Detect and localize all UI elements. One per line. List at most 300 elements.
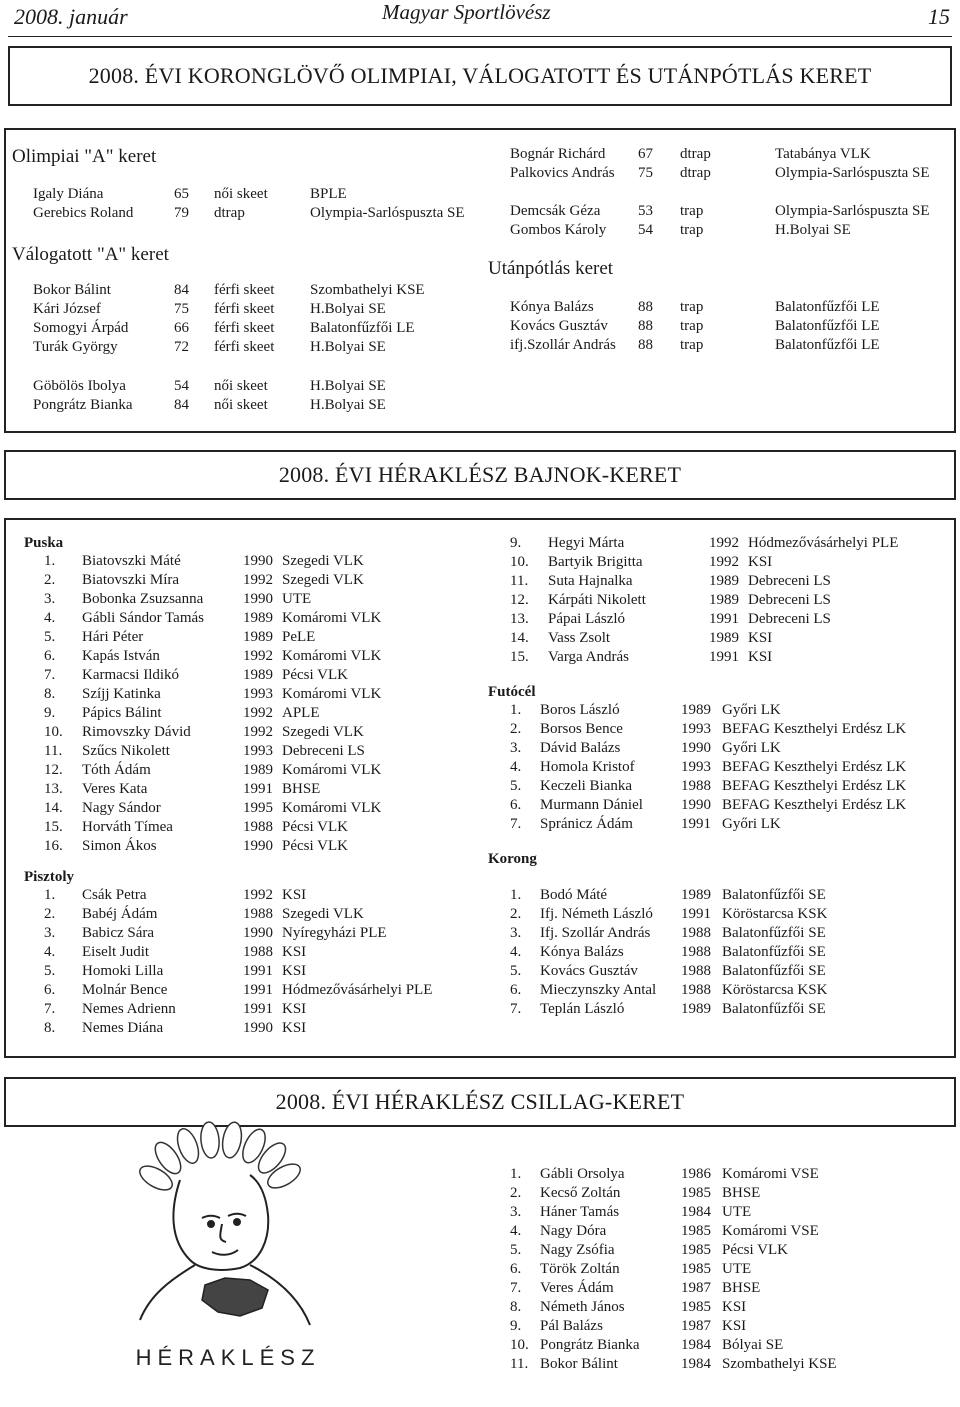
cell-col-d: Győri LK: [722, 740, 781, 756]
cell-col-a: 2.: [510, 906, 522, 922]
cell-col-d: Pécsi VLK: [282, 667, 348, 683]
cell-col-c: 1991: [243, 1001, 273, 1017]
cell-col-c: 1992: [709, 554, 739, 570]
cell-col-a: 7.: [44, 1001, 56, 1017]
cell-col-c: trap: [680, 203, 704, 219]
cell-col-b: Hári Péter: [82, 629, 144, 645]
cell-col-c: 1992: [243, 648, 273, 664]
cell-col-d: PeLE: [282, 629, 316, 645]
cell-col-c: 1989: [243, 610, 273, 626]
cell-col-b: Teplán László: [540, 1001, 625, 1017]
valogatott-title: Válogatott "A" keret: [12, 244, 169, 265]
cell-col-a: 6.: [510, 797, 522, 813]
cell-col-b: 84: [174, 282, 189, 298]
cell-col-a: 9.: [44, 705, 56, 721]
hungary-map-icon: [202, 1278, 268, 1316]
cell-col-b: Veres Ádám: [540, 1280, 614, 1296]
page-header: [0, 0, 960, 34]
cell-col-b: Horváth Tímea: [82, 819, 173, 835]
cell-col-b: Kónya Balázs: [540, 944, 624, 960]
cell-col-b: Ifj. Szollár András: [540, 925, 651, 941]
cell-col-b: Nemes Adrienn: [82, 1001, 176, 1017]
cell-col-d: BEFAG Keszthelyi Erdész LK: [722, 759, 907, 775]
cell-col-b: 72: [174, 339, 189, 355]
cell-col-a: 11.: [510, 573, 529, 589]
cell-col-b: Mieczynszky Antal: [540, 982, 657, 998]
cell-col-b: Pápics Bálint: [82, 705, 162, 721]
cell-col-a: 13.: [44, 781, 63, 797]
cell-col-b: Csák Petra: [82, 887, 147, 903]
section2-title: 2008. ÉVI HÉRAKLÉSZ BAJNOK-KERET: [278, 462, 682, 487]
cell-col-c: 1988: [243, 819, 273, 835]
cell-col-b: Gábli Sándor Tamás: [82, 610, 204, 626]
cell-col-c: 1992: [243, 724, 273, 740]
cell-col-c: 1990: [243, 553, 273, 569]
cell-col-d: Debreceni LS: [748, 573, 831, 589]
cell-col-d: UTE: [722, 1204, 752, 1220]
cell-col-a: 5.: [44, 629, 56, 645]
cell-col-c: dtrap: [214, 205, 245, 221]
cell-col-a: 6.: [44, 982, 56, 998]
cell-col-c: 1991: [243, 963, 273, 979]
cell-col-a: 1.: [44, 887, 56, 903]
cell-col-d: H.Bolyai SE: [310, 301, 386, 317]
cell-col-d: Pécsi VLK: [722, 1242, 788, 1258]
cell-col-b: Németh János: [540, 1299, 625, 1315]
cell-col-a: 10.: [510, 554, 529, 570]
cell-col-c: férfi skeet: [214, 320, 275, 336]
cell-col-d: Komáromi VSE: [722, 1166, 819, 1182]
cell-col-d: Debreceni LS: [748, 592, 831, 608]
cell-col-a: 11.: [510, 1356, 529, 1372]
cell-col-b: Kovács Gusztáv: [540, 963, 638, 979]
cell-col-a: 5.: [510, 778, 522, 794]
cell-col-a: 4.: [510, 1223, 522, 1239]
cell-col-d: Balatonfűzfői LE: [775, 318, 880, 334]
cell-col-a: Kónya Balázs: [510, 299, 594, 315]
cell-col-c: 1990: [681, 797, 711, 813]
cell-col-c: 1988: [681, 778, 711, 794]
cell-col-b: Ifj. Németh László: [540, 906, 653, 922]
cell-col-c: 1984: [681, 1204, 711, 1220]
cell-col-b: 65: [174, 186, 189, 202]
cell-col-c: férfi skeet: [214, 282, 275, 298]
cell-col-a: 5.: [44, 963, 56, 979]
cell-col-a: 3.: [44, 925, 56, 941]
cell-col-c: 1985: [681, 1223, 711, 1239]
cell-col-c: 1992: [243, 705, 273, 721]
cell-col-c: 1988: [243, 944, 273, 960]
cell-col-d: Hódmezővásárhelyi PLE: [748, 535, 899, 551]
cell-col-b: Molnár Bence: [82, 982, 168, 998]
cell-col-b: Szíjj Katinka: [82, 686, 161, 702]
cell-col-c: 1985: [681, 1299, 711, 1315]
cell-col-b: Murmann Dániel: [540, 797, 643, 813]
cell-col-a: 13.: [510, 611, 529, 627]
cell-col-d: H.Bolyai SE: [310, 378, 386, 394]
cell-col-d: KSI: [748, 554, 773, 570]
cell-col-a: 12.: [44, 762, 63, 778]
cell-col-c: 1992: [243, 887, 273, 903]
cell-col-a: 2.: [44, 906, 56, 922]
cell-col-c: 1989: [709, 573, 739, 589]
cell-col-c: 1993: [681, 721, 711, 737]
cell-col-a: 15.: [44, 819, 63, 835]
cell-col-c: trap: [680, 222, 704, 238]
cell-col-a: 1.: [44, 553, 56, 569]
cell-col-d: KSI: [282, 887, 307, 903]
cell-col-c: 1985: [681, 1242, 711, 1258]
cell-col-d: Bólyai SE: [722, 1337, 784, 1353]
cell-col-b: Biatovszki Máté: [82, 553, 181, 569]
cell-col-d: Olympia-Sarlóspuszta SE: [775, 165, 930, 181]
cell-col-a: 9.: [510, 535, 522, 551]
cell-col-c: 1990: [243, 925, 273, 941]
cell-col-d: Tatabánya VLK: [775, 146, 871, 162]
cell-col-b: 67: [638, 146, 653, 162]
cell-col-c: trap: [680, 318, 704, 334]
logo-text: HÉRAKLÉSZ: [135, 1345, 321, 1370]
cell-col-c: 1984: [681, 1356, 711, 1372]
cell-col-b: 75: [638, 165, 653, 181]
cell-col-a: 15.: [510, 649, 529, 665]
cell-col-b: Nemes Diána: [82, 1020, 164, 1036]
cell-col-b: Dávid Balázs: [540, 740, 621, 756]
cell-col-b: Eiselt Judit: [82, 944, 150, 960]
cell-col-d: Komáromi VLK: [282, 800, 382, 816]
cell-col-b: Rimovszky Dávid: [82, 724, 191, 740]
page-number: 15: [928, 4, 950, 29]
cell-col-b: Homoki Lilla: [82, 963, 164, 979]
cell-col-c: 1989: [243, 667, 273, 683]
cell-col-a: Somogyi Árpád: [33, 320, 129, 336]
cell-col-c: 1993: [243, 743, 273, 759]
cell-col-d: Szegedi VLK: [282, 724, 364, 740]
cell-col-b: 88: [638, 299, 653, 315]
cell-col-d: KSI: [282, 944, 307, 960]
cell-col-a: Kovács Gusztáv: [510, 318, 608, 334]
cell-col-d: Balatonfűzfői LE: [775, 337, 880, 353]
cell-col-a: 10.: [510, 1337, 529, 1353]
cell-col-a: 11.: [44, 743, 63, 759]
cell-col-c: 1990: [243, 1020, 273, 1036]
cell-col-d: BHSE: [722, 1280, 761, 1296]
cell-col-b: 84: [174, 397, 189, 413]
cell-col-c: női skeet: [214, 397, 268, 413]
utanpotlas-title: Utánpótlás keret: [488, 258, 614, 279]
cell-col-a: 9.: [510, 1318, 522, 1334]
cell-col-b: Kecső Zoltán: [540, 1185, 621, 1201]
cell-col-d: Szegedi VLK: [282, 553, 364, 569]
cell-col-b: 66: [174, 320, 189, 336]
cell-col-d: Szegedi VLK: [282, 906, 364, 922]
cell-col-b: Simon Ákos: [82, 838, 157, 854]
cell-col-a: Bokor Bálint: [33, 282, 111, 298]
cell-col-d: Komáromi VLK: [282, 648, 382, 664]
cell-col-c: 1988: [681, 925, 711, 941]
cell-col-b: Bokor Bálint: [540, 1356, 618, 1372]
cell-col-d: Balatonfűzfői SE: [722, 925, 826, 941]
cell-col-b: 53: [638, 203, 653, 219]
cell-col-b: Babéj Ádám: [82, 906, 158, 922]
header-rule: [8, 36, 952, 37]
cell-col-d: H.Bolyai SE: [310, 397, 386, 413]
cell-col-c: 1990: [681, 740, 711, 756]
cell-col-b: 75: [174, 301, 189, 317]
cell-col-d: Szegedi VLK: [282, 572, 364, 588]
cell-col-a: 4.: [510, 759, 522, 775]
cell-col-c: 1995: [243, 800, 273, 816]
cell-col-c: 1991: [709, 649, 739, 665]
cell-col-d: Győri LK: [722, 702, 781, 718]
cell-col-c: dtrap: [680, 146, 711, 162]
cell-col-b: Tóth Ádám: [82, 762, 151, 778]
cell-col-a: 1.: [510, 1166, 522, 1182]
cell-col-b: Veres Kata: [82, 781, 148, 797]
cell-col-d: APLE: [282, 705, 320, 721]
section2-title-box: [4, 450, 956, 500]
cell-col-d: BEFAG Keszthelyi Erdész LK: [722, 778, 907, 794]
cell-col-a: 1.: [510, 702, 522, 718]
cell-col-a: 7.: [510, 1001, 522, 1017]
cell-col-d: BHSE: [282, 781, 321, 797]
cell-col-b: Bodó Máté: [540, 887, 608, 903]
cell-col-a: 2.: [510, 721, 522, 737]
cell-col-d: Győri LK: [722, 816, 781, 832]
cell-col-a: 3.: [44, 591, 56, 607]
cell-col-d: Komáromi VSE: [722, 1223, 819, 1239]
cell-col-d: Pécsi VLK: [282, 819, 348, 835]
cell-col-c: 1991: [681, 906, 711, 922]
cell-col-d: Balatonfűzfői SE: [722, 887, 826, 903]
cell-col-d: H.Bolyai SE: [310, 339, 386, 355]
cell-col-c: 1984: [681, 1337, 711, 1353]
cell-col-a: 12.: [510, 592, 529, 608]
cell-col-b: Varga András: [548, 649, 629, 665]
cell-col-c: női skeet: [214, 378, 268, 394]
cell-col-b: 79: [174, 205, 189, 221]
cell-col-c: 1988: [243, 906, 273, 922]
cell-col-c: 1989: [709, 630, 739, 646]
korong-label: Korong: [488, 851, 537, 867]
section1-title-box: [8, 46, 952, 106]
cell-col-a: Kári József: [33, 301, 101, 317]
cell-col-d: Olympia-Sarlóspuszta SE: [310, 205, 465, 221]
laurel-wreath-icon: [136, 1121, 304, 1195]
cell-col-a: 6.: [510, 1261, 522, 1277]
cell-col-b: Gábli Orsolya: [540, 1166, 625, 1182]
cell-col-b: Pál Balázs: [540, 1318, 603, 1334]
cell-col-c: 1991: [243, 781, 273, 797]
futocel-label: Futócél: [488, 684, 536, 700]
cell-col-c: 1986: [681, 1166, 711, 1182]
cell-col-a: 7.: [510, 816, 522, 832]
cell-col-d: Komáromi VLK: [282, 762, 382, 778]
cell-col-b: Boros László: [540, 702, 620, 718]
cell-col-c: 1993: [243, 686, 273, 702]
cell-col-c: 1988: [681, 944, 711, 960]
cell-col-d: Olympia-Sarlóspuszta SE: [775, 203, 930, 219]
cell-col-a: Gerebics Roland: [33, 205, 134, 221]
cell-col-a: Göbölös Ibolya: [33, 378, 126, 394]
cell-col-b: Nagy Dóra: [540, 1223, 607, 1239]
cell-col-c: 1988: [681, 982, 711, 998]
cell-col-a: 5.: [510, 963, 522, 979]
cell-col-d: Debreceni LS: [282, 743, 365, 759]
cell-col-b: Nagy Zsófia: [540, 1242, 615, 1258]
magazine-title: Magyar Sportlövész: [382, 0, 551, 24]
cell-col-d: Köröstarcsa KSK: [722, 982, 828, 998]
cell-col-d: KSI: [282, 963, 307, 979]
puska-label: Puska: [24, 535, 64, 551]
cell-col-d: UTE: [722, 1261, 752, 1277]
section3-title: 2008. ÉVI HÉRAKLÉSZ CSILLAG-KERET: [275, 1089, 685, 1114]
cell-col-b: Háner Tamás: [540, 1204, 620, 1220]
cell-col-a: 14.: [44, 800, 63, 816]
cell-col-b: Borsos Bence: [540, 721, 623, 737]
cell-col-c: 1985: [681, 1261, 711, 1277]
cell-col-d: KSI: [722, 1299, 747, 1315]
cell-col-d: KSI: [722, 1318, 747, 1334]
cell-col-b: Homola Kristof: [540, 759, 635, 775]
cell-col-c: 1987: [681, 1318, 711, 1334]
cell-col-c: 1988: [681, 963, 711, 979]
cell-col-a: 14.: [510, 630, 529, 646]
cell-col-c: 1992: [709, 535, 739, 551]
cell-col-b: Pongrátz Bianka: [540, 1337, 640, 1353]
cell-col-a: 4.: [510, 944, 522, 960]
cell-col-d: Pécsi VLK: [282, 838, 348, 854]
cell-col-a: 8.: [510, 1299, 522, 1315]
cell-col-c: 1989: [681, 887, 711, 903]
cell-col-a: Pongrátz Bianka: [33, 397, 133, 413]
cell-col-a: 8.: [44, 686, 56, 702]
cell-col-a: 1.: [510, 887, 522, 903]
cell-col-d: Hódmezővásárhelyi PLE: [282, 982, 433, 998]
cell-col-a: Bognár Richárd: [510, 146, 606, 162]
cell-col-d: Szombathelyi KSE: [310, 282, 425, 298]
cell-col-b: 54: [638, 222, 653, 238]
cell-col-c: 1989: [243, 762, 273, 778]
cell-col-b: Spránicz Ádám: [540, 816, 633, 832]
cell-col-d: Komáromi VLK: [282, 610, 382, 626]
cell-col-d: KSI: [282, 1020, 307, 1036]
cell-col-b: Hegyi Márta: [548, 535, 625, 551]
cell-col-d: KSI: [282, 1001, 307, 1017]
cell-col-d: Debreceni LS: [748, 611, 831, 627]
cell-col-a: 7.: [510, 1280, 522, 1296]
cell-col-b: Kapás István: [82, 648, 160, 664]
cell-col-d: Köröstarcsa KSK: [722, 906, 828, 922]
cell-col-c: 1989: [243, 629, 273, 645]
cell-col-d: Nyíregyházi PLE: [282, 925, 387, 941]
cell-col-b: Karmacsi Ildikó: [82, 667, 180, 683]
cell-col-a: ifj.Szollár András: [510, 337, 616, 353]
cell-col-b: 88: [638, 318, 653, 334]
cell-col-d: KSI: [748, 649, 773, 665]
cell-col-a: 16.: [44, 838, 63, 854]
cell-col-d: Balatonfűzfői LE: [775, 299, 880, 315]
cell-col-a: Palkovics András: [510, 165, 615, 181]
cell-col-a: Demcsák Géza: [510, 203, 601, 219]
cell-col-d: BEFAG Keszthelyi Erdész LK: [722, 721, 907, 737]
cell-col-b: Szűcs Nikolett: [82, 743, 170, 759]
cell-col-c: 1992: [243, 572, 273, 588]
cell-col-b: Pápai László: [548, 611, 626, 627]
cell-col-a: 3.: [510, 1204, 522, 1220]
cell-col-c: férfi skeet: [214, 339, 275, 355]
cell-col-d: KSI: [748, 630, 773, 646]
pisztoly-label: Pisztoly: [24, 869, 74, 885]
cell-col-a: 6.: [44, 648, 56, 664]
cell-col-b: Bobonka Zsuzsanna: [82, 591, 204, 607]
cell-col-d: Balatonfűzfői SE: [722, 944, 826, 960]
issue-date: 2008. január: [14, 4, 128, 29]
cell-col-c: 1991: [243, 982, 273, 998]
cell-col-c: 1985: [681, 1185, 711, 1201]
cell-col-a: 4.: [44, 944, 56, 960]
cell-col-a: Turák György: [33, 339, 118, 355]
cell-col-a: 5.: [510, 1242, 522, 1258]
cell-col-a: 10.: [44, 724, 63, 740]
cell-col-c: 1989: [681, 702, 711, 718]
cell-col-c: 1989: [681, 1001, 711, 1017]
cell-col-a: 8.: [44, 1020, 56, 1036]
cell-col-c: 1990: [243, 591, 273, 607]
cell-col-a: 3.: [510, 925, 522, 941]
cell-col-c: 1987: [681, 1280, 711, 1296]
cell-col-c: trap: [680, 337, 704, 353]
cell-col-a: 7.: [44, 667, 56, 683]
cell-col-a: 3.: [510, 740, 522, 756]
cell-col-d: BEFAG Keszthelyi Erdész LK: [722, 797, 907, 813]
cell-col-c: női skeet: [214, 186, 268, 202]
cell-col-b: Babicz Sára: [82, 925, 155, 941]
cell-col-d: BHSE: [722, 1185, 761, 1201]
cell-col-c: 1991: [681, 816, 711, 832]
cell-col-b: Bartyik Brigitta: [548, 554, 643, 570]
cell-col-d: Balatonfűzfői SE: [722, 1001, 826, 1017]
olimpiai-title: Olimpiai "A" keret: [12, 146, 157, 167]
cell-col-d: Balatonfűzfői LE: [310, 320, 415, 336]
section1-title: 2008. ÉVI KORONGLÖVŐ OLIMPIAI, VÁLOGATOTT ÉS UTÁNPÓTLÁS KERET: [88, 63, 872, 88]
cell-col-a: 2.: [44, 572, 56, 588]
cell-col-d: H.Bolyai SE: [775, 222, 851, 238]
cell-col-c: trap: [680, 299, 704, 315]
cell-col-c: 1993: [681, 759, 711, 775]
cell-col-a: Gombos Károly: [510, 222, 607, 238]
cell-col-b: Kárpáti Nikolett: [548, 592, 646, 608]
cell-col-a: 4.: [44, 610, 56, 626]
cell-col-b: Biatovszki Míra: [82, 572, 180, 588]
cell-col-d: BPLE: [310, 186, 347, 202]
cell-col-a: 2.: [510, 1185, 522, 1201]
cell-col-d: UTE: [282, 591, 312, 607]
cell-col-b: Nagy Sándor: [82, 800, 161, 816]
cell-col-d: Balatonfűzfői SE: [722, 963, 826, 979]
cell-col-c: dtrap: [680, 165, 711, 181]
cell-col-b: 88: [638, 337, 653, 353]
cell-col-b: 54: [174, 378, 189, 394]
cell-col-c: férfi skeet: [214, 301, 275, 317]
cell-col-b: Vass Zsolt: [548, 630, 611, 646]
cell-col-d: Komáromi VLK: [282, 686, 382, 702]
cell-col-c: 1990: [243, 838, 273, 854]
cell-col-b: Keczeli Bianka: [540, 778, 633, 794]
cell-col-c: 1989: [709, 592, 739, 608]
cell-col-c: 1991: [709, 611, 739, 627]
cell-col-b: Suta Hajnalka: [548, 573, 633, 589]
